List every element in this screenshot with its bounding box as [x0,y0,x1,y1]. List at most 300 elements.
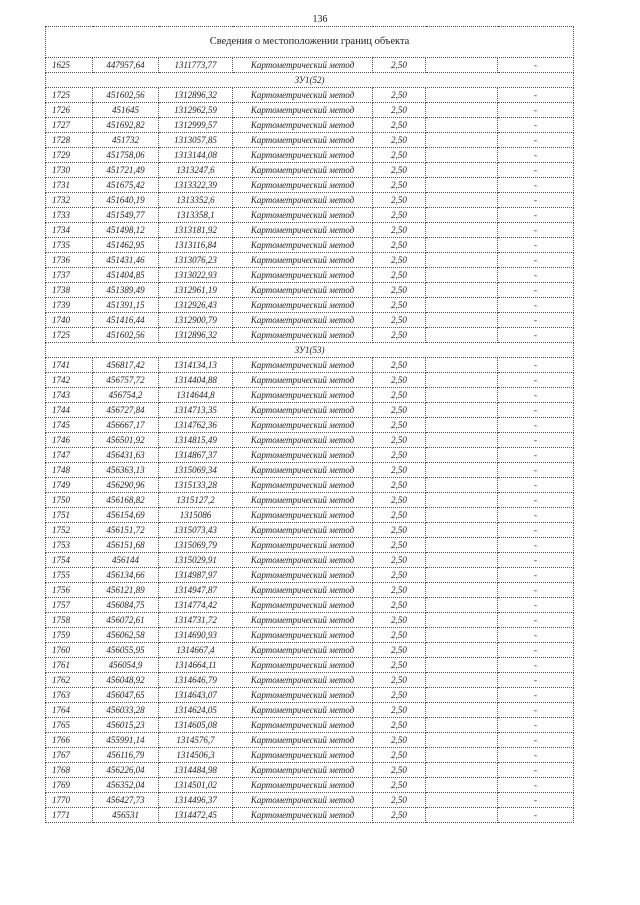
extra-cell [426,448,498,463]
point-number-cell: 1771 [46,808,93,823]
table-row [46,208,574,223]
section-row [46,73,574,88]
point-number-cell: 1726 [46,103,93,118]
table-row [46,163,574,178]
method-cell: Картометрический метод [233,448,373,463]
x-coordinate-cell: 451602,56 [93,88,159,103]
accuracy-cell: 2,50 [373,703,426,718]
boundary-sheet [45,26,573,823]
extra-cell [426,238,498,253]
point-number-cell: 1733 [46,208,93,223]
point-number-cell: 1745 [46,418,93,433]
point-number-cell: 1747 [46,448,93,463]
method-cell: Картометрический метод [233,613,373,628]
x-coordinate-cell: 451602,56 [93,328,159,343]
note-cell: - [498,553,574,568]
point-number-cell: 1737 [46,268,93,283]
table-row [46,763,574,778]
extra-cell [426,568,498,583]
point-number-cell: 1756 [46,583,93,598]
point-number-cell: 1725 [46,328,93,343]
point-number-cell: 1730 [46,163,93,178]
note-cell: - [498,193,574,208]
section-label: ЗУ1(53) [46,343,574,358]
accuracy-cell: 2,50 [373,208,426,223]
y-coordinate-cell: 1313022,93 [159,268,233,283]
point-number-cell: 1743 [46,388,93,403]
y-coordinate-cell: 1312961,19 [159,283,233,298]
y-coordinate-cell: 1314762,36 [159,418,233,433]
title-row [46,27,574,58]
x-coordinate-cell: 455991,14 [93,733,159,748]
method-cell: Картометрический метод [233,103,373,118]
extra-cell [426,388,498,403]
table-row [46,583,574,598]
y-coordinate-cell: 1313322,39 [159,178,233,193]
accuracy-cell: 2,50 [373,448,426,463]
table-row [46,748,574,763]
note-cell: - [498,238,574,253]
x-coordinate-cell: 456431,63 [93,448,159,463]
point-number-cell: 1762 [46,673,93,688]
accuracy-cell: 2,50 [373,553,426,568]
accuracy-cell: 2,50 [373,103,426,118]
note-cell: - [498,58,574,73]
y-coordinate-cell: 1314815,49 [159,433,233,448]
y-coordinate-cell: 1312962,59 [159,103,233,118]
note-cell: - [498,358,574,373]
method-cell: Картометрический метод [233,463,373,478]
extra-cell [426,268,498,283]
note-cell: - [498,418,574,433]
x-coordinate-cell: 451416,44 [93,313,159,328]
y-coordinate-cell: 1312926,43 [159,298,233,313]
note-cell: - [498,658,574,673]
y-coordinate-cell: 1315073,43 [159,523,233,538]
table-row [46,88,574,103]
extra-cell [426,223,498,238]
table-row [46,688,574,703]
extra-cell [426,808,498,823]
y-coordinate-cell: 1314644,8 [159,388,233,403]
method-cell: Картометрический метод [233,703,373,718]
extra-cell [426,613,498,628]
accuracy-cell: 2,50 [373,478,426,493]
x-coordinate-cell: 451462,95 [93,238,159,253]
accuracy-cell: 2,50 [373,268,426,283]
method-cell: Картометрический метод [233,733,373,748]
table-row [46,733,574,748]
extra-cell [426,403,498,418]
extra-cell [426,418,498,433]
method-cell: Картометрический метод [233,658,373,673]
extra-cell [426,793,498,808]
note-cell: - [498,448,574,463]
x-coordinate-cell: 451549,77 [93,208,159,223]
y-coordinate-cell: 1314690,93 [159,628,233,643]
accuracy-cell: 2,50 [373,598,426,613]
extra-cell [426,778,498,793]
method-cell: Картометрический метод [233,523,373,538]
method-cell: Картометрический метод [233,178,373,193]
method-cell: Картометрический метод [233,808,373,823]
accuracy-cell: 2,50 [373,538,426,553]
accuracy-cell: 2,50 [373,463,426,478]
note-cell: - [498,118,574,133]
method-cell: Картометрический метод [233,388,373,403]
accuracy-cell: 2,50 [373,613,426,628]
method-cell: Картометрический метод [233,208,373,223]
point-number-cell: 1761 [46,658,93,673]
point-number-cell: 1753 [46,538,93,553]
x-coordinate-cell: 456116,79 [93,748,159,763]
y-coordinate-cell: 1313358,1 [159,208,233,223]
note-cell: - [498,508,574,523]
accuracy-cell: 2,50 [373,328,426,343]
x-coordinate-cell: 451404,85 [93,268,159,283]
note-cell: - [498,388,574,403]
accuracy-cell: 2,50 [373,178,426,193]
y-coordinate-cell: 1314987,97 [159,568,233,583]
table-row [46,718,574,733]
accuracy-cell: 2,50 [373,88,426,103]
extra-cell [426,598,498,613]
point-number-cell: 1764 [46,703,93,718]
x-coordinate-cell: 456047,65 [93,688,159,703]
x-coordinate-cell: 451645 [93,103,159,118]
note-cell: - [498,163,574,178]
point-number-cell: 1767 [46,748,93,763]
y-coordinate-cell: 1315029,91 [159,553,233,568]
method-cell: Картометрический метод [233,118,373,133]
x-coordinate-cell: 456033,28 [93,703,159,718]
method-cell: Картометрический метод [233,748,373,763]
extra-cell [426,748,498,763]
extra-cell [426,463,498,478]
method-cell: Картометрический метод [233,133,373,148]
y-coordinate-cell: 1314472,45 [159,808,233,823]
note-cell: - [498,298,574,313]
accuracy-cell: 2,50 [373,643,426,658]
table-row [46,523,574,538]
note-cell: - [498,463,574,478]
method-cell: Картометрический метод [233,253,373,268]
method-cell: Картометрический метод [233,418,373,433]
extra-cell [426,328,498,343]
note-cell: - [498,763,574,778]
method-cell: Картометрический метод [233,553,373,568]
y-coordinate-cell: 1314134,13 [159,358,233,373]
y-coordinate-cell: 1315069,79 [159,538,233,553]
extra-cell [426,583,498,598]
y-coordinate-cell: 1314664,11 [159,658,233,673]
method-cell: Картометрический метод [233,598,373,613]
extra-cell [426,103,498,118]
y-coordinate-cell: 1313352,6 [159,193,233,208]
method-cell: Картометрический метод [233,628,373,643]
y-coordinate-cell: 1315127,2 [159,493,233,508]
point-number-cell: 1735 [46,238,93,253]
method-cell: Картометрический метод [233,403,373,418]
point-number-cell: 1765 [46,718,93,733]
point-number-cell: 1744 [46,403,93,418]
table-row [46,328,574,343]
method-cell: Картометрический метод [233,283,373,298]
point-number-cell: 1754 [46,553,93,568]
x-coordinate-cell: 456151,68 [93,538,159,553]
accuracy-cell: 2,50 [373,148,426,163]
table-row [46,283,574,298]
method-cell: Картометрический метод [233,793,373,808]
table-row [46,613,574,628]
note-cell: - [498,478,574,493]
table-row [46,133,574,148]
point-number-cell: 1755 [46,568,93,583]
note-cell: - [498,718,574,733]
note-cell: - [498,643,574,658]
method-cell: Картометрический метод [233,493,373,508]
method-cell: Картометрический метод [233,718,373,733]
x-coordinate-cell: 456817,42 [93,358,159,373]
table-title: Сведения о местоположении границ объекта [46,27,574,58]
table-row [46,223,574,238]
table-row [46,568,574,583]
table-row [46,643,574,658]
table-row [46,703,574,718]
x-coordinate-cell: 456501,92 [93,433,159,448]
x-coordinate-cell: 456226,04 [93,763,159,778]
y-coordinate-cell: 1312896,32 [159,88,233,103]
method-cell: Картометрический метод [233,778,373,793]
point-number-cell: 1752 [46,523,93,538]
method-cell: Картометрический метод [233,298,373,313]
accuracy-cell: 2,50 [373,523,426,538]
method-cell: Картометрический метод [233,568,373,583]
note-cell: - [498,703,574,718]
method-cell: Картометрический метод [233,358,373,373]
method-cell: Картометрический метод [233,763,373,778]
table-row [46,553,574,568]
extra-cell [426,208,498,223]
accuracy-cell: 2,50 [373,628,426,643]
table-row [46,448,574,463]
note-cell: - [498,223,574,238]
extra-cell [426,283,498,298]
accuracy-cell: 2,50 [373,298,426,313]
table-row [46,58,574,73]
y-coordinate-cell: 1314867,37 [159,448,233,463]
method-cell: Картометрический метод [233,688,373,703]
table-row [46,493,574,508]
point-number-cell: 1728 [46,133,93,148]
y-coordinate-cell: 1314731,72 [159,613,233,628]
table-row [46,478,574,493]
x-coordinate-cell: 451391,15 [93,298,159,313]
x-coordinate-cell: 456048,92 [93,673,159,688]
note-cell: - [498,568,574,583]
x-coordinate-cell: 456531 [93,808,159,823]
y-coordinate-cell: 1315069,34 [159,463,233,478]
accuracy-cell: 2,50 [373,418,426,433]
extra-cell [426,133,498,148]
extra-cell [426,553,498,568]
x-coordinate-cell: 456055,95 [93,643,159,658]
accuracy-cell: 2,50 [373,358,426,373]
method-cell: Картометрический метод [233,223,373,238]
y-coordinate-cell: 1314404,88 [159,373,233,388]
x-coordinate-cell: 456154,69 [93,508,159,523]
table-row [46,103,574,118]
extra-cell [426,58,498,73]
accuracy-cell: 2,50 [373,793,426,808]
section-label: ЗУ1(52) [46,73,574,88]
accuracy-cell: 2,50 [373,748,426,763]
extra-cell [426,688,498,703]
accuracy-cell: 2,50 [373,808,426,823]
table-row [46,628,574,643]
point-number-cell: 1729 [46,148,93,163]
y-coordinate-cell: 1313116,84 [159,238,233,253]
extra-cell [426,733,498,748]
y-coordinate-cell: 1312999,57 [159,118,233,133]
accuracy-cell: 2,50 [373,403,426,418]
accuracy-cell: 2,50 [373,58,426,73]
note-cell: - [498,103,574,118]
note-cell: - [498,808,574,823]
accuracy-cell: 2,50 [373,253,426,268]
y-coordinate-cell: 1311773,77 [159,58,233,73]
page-number: 136 [312,14,328,25]
table-row [46,463,574,478]
note-cell: - [498,583,574,598]
x-coordinate-cell: 456667,17 [93,418,159,433]
accuracy-cell: 2,50 [373,388,426,403]
table-row [46,178,574,193]
accuracy-cell: 2,50 [373,673,426,688]
extra-cell [426,358,498,373]
x-coordinate-cell: 451640,19 [93,193,159,208]
table-row [46,403,574,418]
method-cell: Картометрический метод [233,583,373,598]
note-cell: - [498,778,574,793]
method-cell: Картометрический метод [233,673,373,688]
accuracy-cell: 2,50 [373,688,426,703]
note-cell: - [498,748,574,763]
section-row [46,343,574,358]
table-row [46,118,574,133]
extra-cell [426,718,498,733]
accuracy-cell: 2,50 [373,433,426,448]
x-coordinate-cell: 456121,89 [93,583,159,598]
table-row [46,598,574,613]
note-cell: - [498,523,574,538]
y-coordinate-cell: 1313181,92 [159,223,233,238]
accuracy-cell: 2,50 [373,508,426,523]
note-cell: - [498,793,574,808]
x-coordinate-cell: 451758,06 [93,148,159,163]
table-row [46,373,574,388]
accuracy-cell: 2,50 [373,658,426,673]
y-coordinate-cell: 1313144,08 [159,148,233,163]
x-coordinate-cell: 451692,82 [93,118,159,133]
table-row [46,508,574,523]
y-coordinate-cell: 1313076,23 [159,253,233,268]
point-number-cell: 1758 [46,613,93,628]
accuracy-cell: 2,50 [373,778,426,793]
y-coordinate-cell: 1314646,79 [159,673,233,688]
extra-cell [426,193,498,208]
x-coordinate-cell: 451732 [93,133,159,148]
accuracy-cell: 2,50 [373,373,426,388]
note-cell: - [498,283,574,298]
point-number-cell: 1741 [46,358,93,373]
note-cell: - [498,733,574,748]
y-coordinate-cell: 1314624,05 [159,703,233,718]
extra-cell [426,148,498,163]
x-coordinate-cell: 456015,23 [93,718,159,733]
note-cell: - [498,88,574,103]
note-cell: - [498,133,574,148]
table-row [46,238,574,253]
point-number-cell: 1751 [46,508,93,523]
method-cell: Картометрический метод [233,88,373,103]
method-cell: Картометрический метод [233,193,373,208]
extra-cell [426,508,498,523]
point-number-cell: 1740 [46,313,93,328]
accuracy-cell: 2,50 [373,763,426,778]
extra-cell [426,538,498,553]
note-cell: - [498,598,574,613]
table-row [46,793,574,808]
x-coordinate-cell: 456062,58 [93,628,159,643]
method-cell: Картометрический метод [233,148,373,163]
method-cell: Картометрический метод [233,58,373,73]
extra-cell [426,118,498,133]
point-number-cell: 1732 [46,193,93,208]
point-number-cell: 1757 [46,598,93,613]
extra-cell [426,658,498,673]
table-row [46,538,574,553]
extra-cell [426,628,498,643]
x-coordinate-cell: 451431,46 [93,253,159,268]
point-number-cell: 1769 [46,778,93,793]
accuracy-cell: 2,50 [373,283,426,298]
point-number-cell: 1734 [46,223,93,238]
x-coordinate-cell: 456754,2 [93,388,159,403]
table-row [46,253,574,268]
extra-cell [426,163,498,178]
point-number-cell: 1727 [46,118,93,133]
note-cell: - [498,673,574,688]
accuracy-cell: 2,50 [373,118,426,133]
y-coordinate-cell: 1314484,98 [159,763,233,778]
method-cell: Картометрический метод [233,163,373,178]
table-row [46,148,574,163]
extra-cell [426,298,498,313]
note-cell: - [498,313,574,328]
x-coordinate-cell: 451675,42 [93,178,159,193]
y-coordinate-cell: 1313057,85 [159,133,233,148]
table-row [46,313,574,328]
note-cell: - [498,208,574,223]
y-coordinate-cell: 1315086 [159,508,233,523]
y-coordinate-cell: 1315133,28 [159,478,233,493]
accuracy-cell: 2,50 [373,313,426,328]
table-row [46,658,574,673]
method-cell: Картометрический метод [233,313,373,328]
point-number-cell: 1766 [46,733,93,748]
extra-cell [426,493,498,508]
